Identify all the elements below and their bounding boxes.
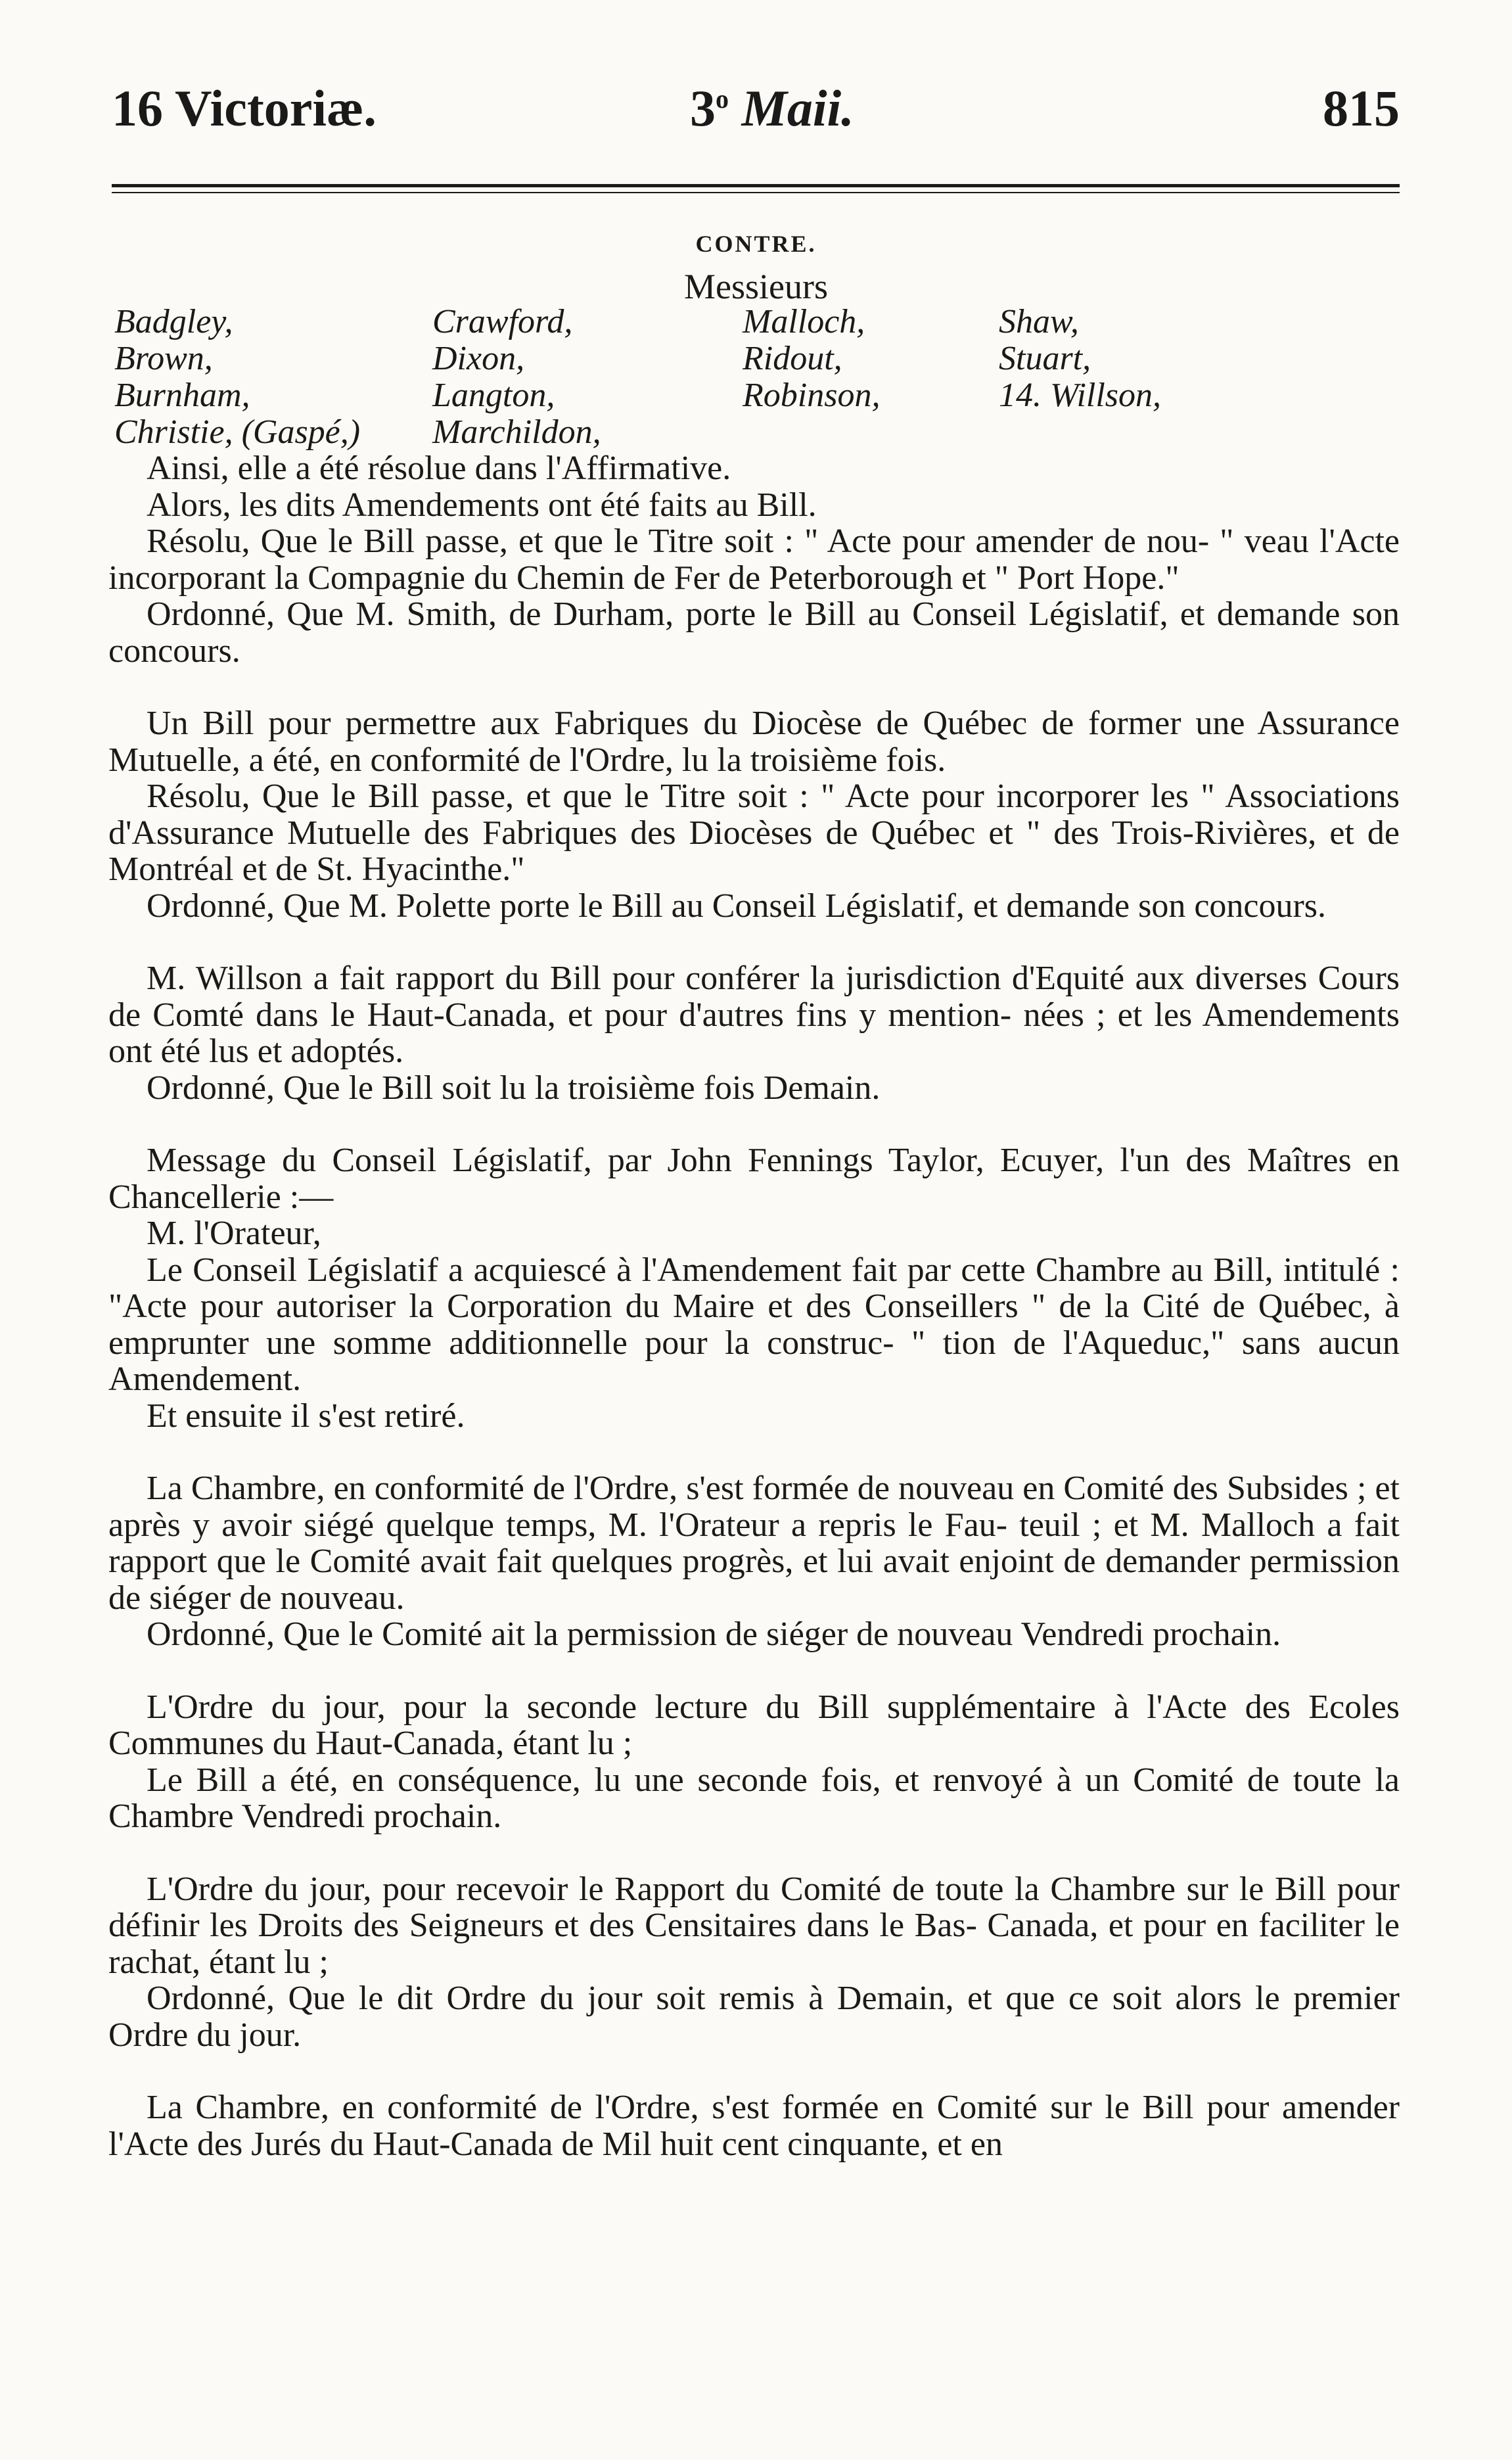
- vote-heading: CONTRE.: [695, 231, 817, 257]
- member-name: Crawford,: [432, 303, 573, 340]
- header-date: 3$^o$ Maii.: [690, 80, 854, 137]
- paragraph: Et ensuite il s'est retiré.: [147, 1397, 465, 1435]
- paragraph: Le Bill a été, en conséquence, lu une seconde fois, et renvoyé à un Comité de toute la Chambre Vendredi prochain.: [108, 1761, 1400, 1835]
- paragraph: Ordonné, Que M. Polette porte le Bill au Conseil Législatif, et demande son concours.: [147, 887, 1327, 925]
- paragraph: M. l'Orateur,: [147, 1215, 321, 1252]
- paragraph: Ordonné, Que le dit Ordre du jour soit remis à Demain, et que ce soit alors le premier Ordre du jour.: [108, 1980, 1400, 2054]
- names-row: [112, 376, 1400, 413]
- paragraph: Ordonné, Que le Comité ait la permission de siéger de nouveau Vendredi prochain.: [147, 1615, 1281, 1653]
- paragraph: La Chambre, en conformité de l'Ordre, s'est formée en Comité sur le Bill pour amender l'Acte des Jurés du Haut-Canada de Mil huit cent cinquante, et en: [108, 2089, 1400, 2163]
- page-header: [112, 79, 1400, 151]
- paragraph: L'Ordre du jour, pour recevoir le Rapport du Comité de toute la Chambre sur le Bill pour définir les Droits des Seigneurs et des Censitaires dans le Bas- Canada, et pour en faciliter le rachat, étant lu ;: [108, 1870, 1400, 1981]
- paragraph: Résolu, Que le Bill passe, et que le Titre soit : " Acte pour amender de nou- " veau l'Acte incorporant la Compagnie du Chemin de Fer de Peterborough et " Port Hope.": [108, 522, 1400, 597]
- member-name: Langton,: [432, 377, 555, 414]
- header-rule-thin: [112, 192, 1400, 193]
- names-row: [112, 339, 1400, 376]
- vote-names-table: [112, 302, 1400, 450]
- page-number: 815: [1323, 80, 1400, 137]
- paragraph: Ainsi, elle a été résolue dans l'Affirmative.: [147, 450, 731, 487]
- member-name: Marchildon,: [432, 413, 601, 451]
- header-rule-thick: [112, 184, 1400, 187]
- paragraph: L'Ordre du jour, pour la seconde lecture du Bill supplémentaire à l'Acte des Ecoles Communes du Haut-Canada, étant lu ;: [108, 1688, 1400, 1762]
- names-row: [112, 302, 1400, 339]
- paragraph: Résolu, Que le Bill passe, et que le Titre soit : " Acte pour incorporer les " Associations d'Assurance Mutuelle des Fabriques des Diocèses de Québec et " des Trois-Rivières, et de Montréal et de St. Hyacinthe.": [108, 777, 1400, 888]
- paragraph: La Chambre, en conformité de l'Ordre, s'est formée de nouveau en Comité des Subsides ; et après y avoir siégé quelque temps, M. l'Orateur a repris le Fau- teuil ; et M. Malloch a fait rapport que le Comité avait fait quelques progrès, et lui avait enjoint de demander permission de siéger de nouveau.: [108, 1470, 1400, 1617]
- vote-subheading: Messieurs: [684, 267, 828, 306]
- names-row: [112, 413, 1400, 450]
- header-session: 16 Victoriæ.: [112, 80, 377, 137]
- paragraph: Ordonné, Que M. Smith, de Durham, porte le Bill au Conseil Législatif, et demande son concours.: [108, 595, 1400, 670]
- paragraph: Message du Conseil Législatif, par John Fennings Taylor, Ecuyer, l'un des Maîtres en Chancellerie :—: [108, 1142, 1400, 1216]
- member-name: Stuart,: [999, 340, 1091, 377]
- member-name: Christie, (Gaspé,): [114, 413, 361, 451]
- member-name: Dixon,: [432, 340, 525, 377]
- member-name: Robinson,: [743, 377, 881, 414]
- member-name: Brown,: [114, 340, 213, 377]
- paragraph: Ordonné, Que le Bill soit lu la troisième fois Demain.: [147, 1069, 881, 1107]
- paragraph: Un Bill pour permettre aux Fabriques du Diocèse de Québec de former une Assurance Mutuelle, a été, en conformité de l'Ordre, lu la troisième fois.: [108, 705, 1400, 779]
- member-name: 14. Willson,: [999, 377, 1162, 414]
- paragraph: M. Willson a fait rapport du Bill pour conférer la jurisdiction d'Equité aux diverses Cours de Comté dans le Haut-Canada, et pour d'autres fins y mention- nées ; et les Amendements ont été lus et adoptés.: [108, 960, 1400, 1070]
- journal-body: [108, 450, 1400, 2162]
- member-name: Malloch,: [743, 303, 865, 340]
- member-name: Ridout,: [743, 340, 842, 377]
- member-name: Burnham,: [114, 377, 250, 414]
- member-name: Shaw,: [999, 303, 1079, 340]
- paragraph: Le Conseil Législatif a acquiescé à l'Amendement fait par cette Chambre au Bill, intitulé : "Acte pour autoriser la Corporation du Maire et des Conseillers " de la Cité de Québec, à emprunter une somme additionnelle pour la construc- " tion de l'Aqueduc," sans aucun Amendement.: [108, 1251, 1400, 1398]
- paragraph: Alors, les dits Amendements ont été faits au Bill.: [147, 486, 817, 524]
- member-name: Badgley,: [114, 303, 233, 340]
